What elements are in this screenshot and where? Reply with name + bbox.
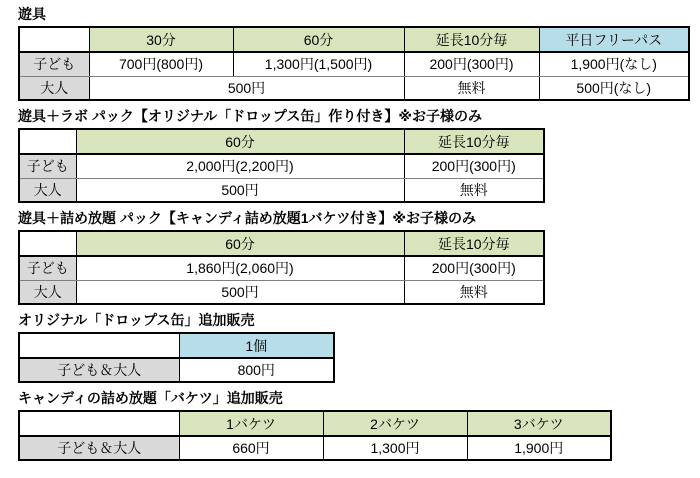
section-title: 遊具＋ラボ パック【オリジナル「ドロップス缶」作り付き】※お子様のみ	[18, 108, 482, 124]
price-cell: 200円(300円)	[404, 256, 544, 280]
section-title: 遊具	[18, 6, 46, 22]
column-header-3bucket: 3バケツ	[467, 411, 611, 436]
section-title: キャンディの詰め放題「バケツ」追加販売	[18, 390, 283, 406]
section-title: 遊具＋詰め放題 パック【キャンディ詰め放題1バケツ付き】※お子様のみ	[18, 210, 477, 226]
section-candy-bucket-addon	[18, 390, 700, 461]
corner-cell	[19, 411, 179, 436]
section-playground	[18, 6, 700, 101]
drops-can-price-table	[18, 332, 335, 383]
price-cell: 1,300円	[323, 436, 467, 460]
section-playground-lab-pack	[18, 108, 700, 203]
price-cell: 200円(300円)	[404, 52, 539, 76]
table-row-adult	[19, 178, 544, 202]
price-cell: 2,000円(2,200円)	[76, 154, 404, 178]
price-cell: 500円	[76, 178, 404, 202]
row-label-adult: 大人	[19, 280, 76, 304]
column-header-60min: 60分	[233, 27, 404, 52]
column-header-extension: 延長10分毎	[404, 129, 544, 154]
bucket-price-table	[18, 410, 612, 461]
column-header-weekday-freepass: 平日フリーパス	[539, 27, 689, 52]
table-row-child	[19, 154, 544, 178]
price-cell: 1,300円(1,500円)	[233, 52, 404, 76]
playground-price-table	[18, 26, 690, 101]
price-cell: 800円	[179, 358, 334, 382]
price-cell: 500円(なし)	[539, 76, 689, 100]
table-row-child	[19, 256, 544, 280]
column-header-1bucket: 1バケツ	[179, 411, 323, 436]
price-cell: 660円	[179, 436, 323, 460]
column-header-60min: 60分	[76, 129, 404, 154]
corner-cell	[19, 231, 76, 256]
section-title: オリジナル「ドロップス缶」追加販売	[18, 312, 255, 328]
row-label-child-and-adult: 子ども＆大人	[19, 436, 179, 460]
table-row-child	[19, 52, 689, 76]
price-cell: 無料	[404, 280, 544, 304]
column-header-one-piece: 1個	[179, 333, 334, 358]
row-label-adult: 大人	[19, 76, 89, 100]
corner-cell	[19, 129, 76, 154]
row-label-child: 子ども	[19, 52, 89, 76]
price-cell: 1,900円(なし)	[539, 52, 689, 76]
corner-cell	[19, 27, 89, 52]
section-drops-can-addon	[18, 312, 700, 383]
row-label-adult: 大人	[19, 178, 76, 202]
column-header-30min: 30分	[89, 27, 233, 52]
column-header-60min: 60分	[76, 231, 404, 256]
table-row-all	[19, 436, 611, 460]
table-row-adult	[19, 280, 544, 304]
row-label-child: 子ども	[19, 256, 76, 280]
column-header-extension: 延長10分毎	[404, 27, 539, 52]
row-label-child-and-adult: 子ども＆大人	[19, 358, 179, 382]
column-header-extension: 延長10分毎	[404, 231, 544, 256]
table-row-adult	[19, 76, 689, 100]
price-cell: 無料	[404, 76, 539, 100]
section-playground-candy-pack	[18, 210, 700, 305]
price-cell: 無料	[404, 178, 544, 202]
price-cell: 500円	[89, 76, 404, 100]
table-row-all	[19, 358, 334, 382]
price-cell: 1,900円	[467, 436, 611, 460]
price-cell: 200円(300円)	[404, 154, 544, 178]
row-label-child: 子ども	[19, 154, 76, 178]
candy-pack-price-table	[18, 230, 545, 305]
price-cell: 1,860円(2,060円)	[76, 256, 404, 280]
lab-pack-price-table	[18, 128, 545, 203]
price-cell: 500円	[76, 280, 404, 304]
column-header-2bucket: 2バケツ	[323, 411, 467, 436]
price-cell: 700円(800円)	[89, 52, 233, 76]
corner-cell	[19, 333, 179, 358]
